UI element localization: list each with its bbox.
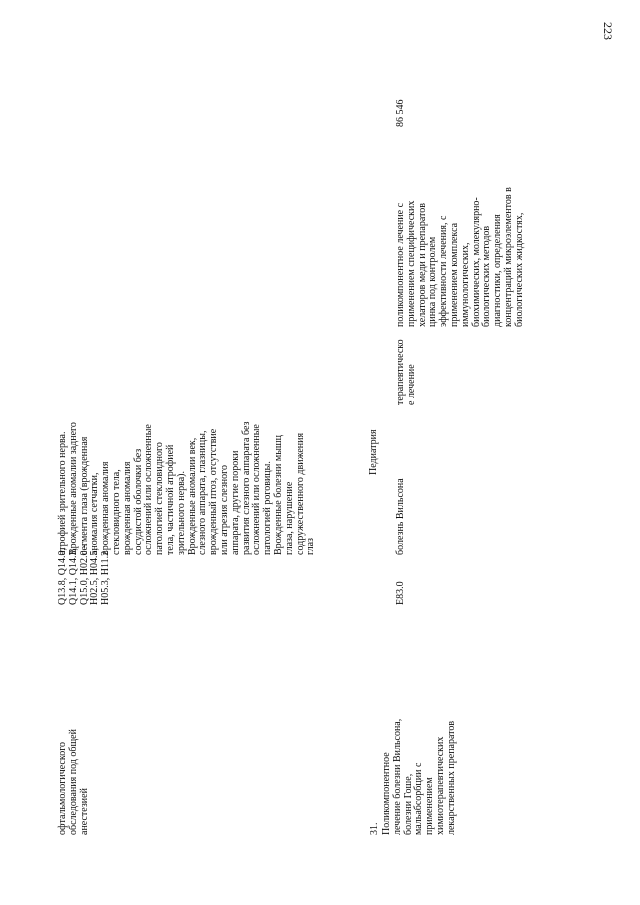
section-title: Педиатрия	[368, 429, 379, 475]
row-number: 31.	[369, 822, 380, 835]
row31-cost: 86 546	[395, 99, 406, 127]
row31-name: Поликомпонентное лечение болезни Вильсона, болезни Гоше, мальабсорбции с применением химиотерапевтических лекарственных препаратов	[381, 718, 457, 835]
row31-code: E83.0	[395, 581, 406, 605]
row31-disease: болезнь Вильсона	[395, 478, 406, 555]
prev-row-description: атрофией зрительного нерва. Врожденные аномалии заднего сегмента глаза (врожденная аномалия сетчатки, врожденная аномалия стекловидного тела, врожденная аномалия сосудистой оболочки без осложнений или осложненные патологией стекловидного тела, частичной атрофией зрительного нерва). Врожденные аномалии век, слезного аппарата, глазницы, врожденный птоз, отсутствие или атрезия слезного аппарата, другие пороки развития слезного аппарата без осложнений или осложненные патологией роговицы. Врожденные болезни мышц глаза, нарушение содружественного движения глаз	[57, 421, 317, 555]
row31-treatment-type: терапевтическо е лечение	[395, 339, 417, 405]
page-number: 223	[601, 22, 615, 40]
row31-method: поликомпонентное лечение с применением специфических хелаторов меди и препаратов цинка под контролем эффективности лечения, с применением комплекса иммунологических, биохимических, молекулярно- биологических методов диагностики, определения концентраций микроэлементов в биологических жидкостях,	[395, 187, 525, 327]
prev-row-name: офтальмологического обследования под общей анестезией	[57, 729, 90, 835]
prev-row-codes: Q13.8, Q14.0, Q14.1, Q14.3, Q15.0, H02.0 - H02.5, H04.5, H05.3, H11.2	[57, 544, 112, 605]
